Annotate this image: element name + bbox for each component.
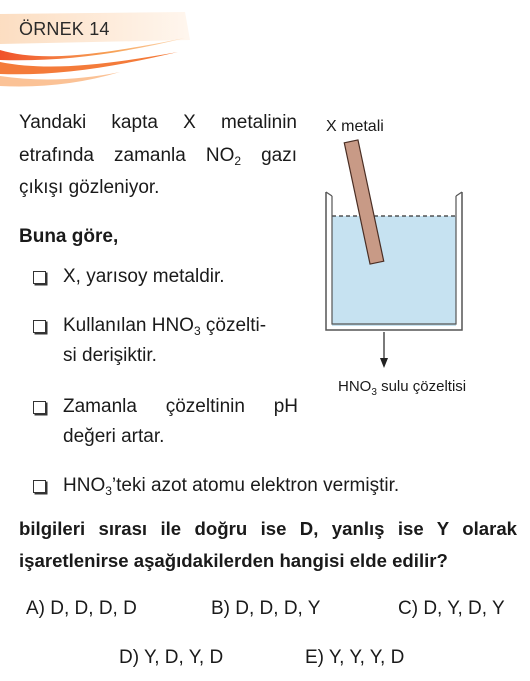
- statement-2: Kullanılan $HNO_3$ çözelti- si derişiktir.: [33, 311, 303, 371]
- metal-label: X metali: [326, 118, 384, 135]
- example-title: ÖRNEK 14: [19, 19, 110, 39]
- solution-label: $HNO_3$ sulu çözeltisi: [338, 378, 467, 398]
- arrow-head-icon: [380, 358, 388, 368]
- instruction-line-1: bilgileri sırası ile doğru ise D, yanlış ise Y olarak: [19, 518, 517, 539]
- option-b[interactable]: B) D, D, D, Y: [211, 598, 321, 619]
- checkbox-icon: [33, 271, 46, 284]
- option-a[interactable]: A) D, D, D, D: [26, 598, 137, 619]
- intro-line-2: etrafında zamanla $NO_2$ gazı: [19, 145, 297, 168]
- statement-4: $HNO_3’teki$ azot atomu elektron vermiştir.: [33, 471, 503, 501]
- header-swoosh-graphic: [0, 0, 200, 90]
- option-c[interactable]: C) D, Y, D, Y: [398, 598, 505, 619]
- statement-3: Zamanla çözeltinin pH değeri artar.: [33, 392, 303, 452]
- header-banner: [0, 0, 200, 90]
- beaker-figure: [310, 110, 520, 410]
- checkbox-icon: [33, 401, 46, 414]
- option-e[interactable]: E) Y, Y, Y, D: [305, 647, 405, 668]
- intro-line-3: çıkışı gözleniyor.: [19, 177, 160, 198]
- statement-1: X, yarısoy metaldir.: [33, 262, 303, 292]
- checkbox-icon: [33, 480, 46, 493]
- question-lead: Buna göre,: [19, 226, 119, 247]
- checkbox-icon: [33, 320, 46, 333]
- solution-liquid: [332, 216, 456, 326]
- option-d[interactable]: D) Y, D, Y, D: [119, 647, 224, 668]
- instruction-line-2: işaretlenirse aşağıdakilerden hangisi elde edilir?: [19, 550, 448, 571]
- intro-line-1: Yandaki kapta X metalinin: [19, 112, 297, 133]
